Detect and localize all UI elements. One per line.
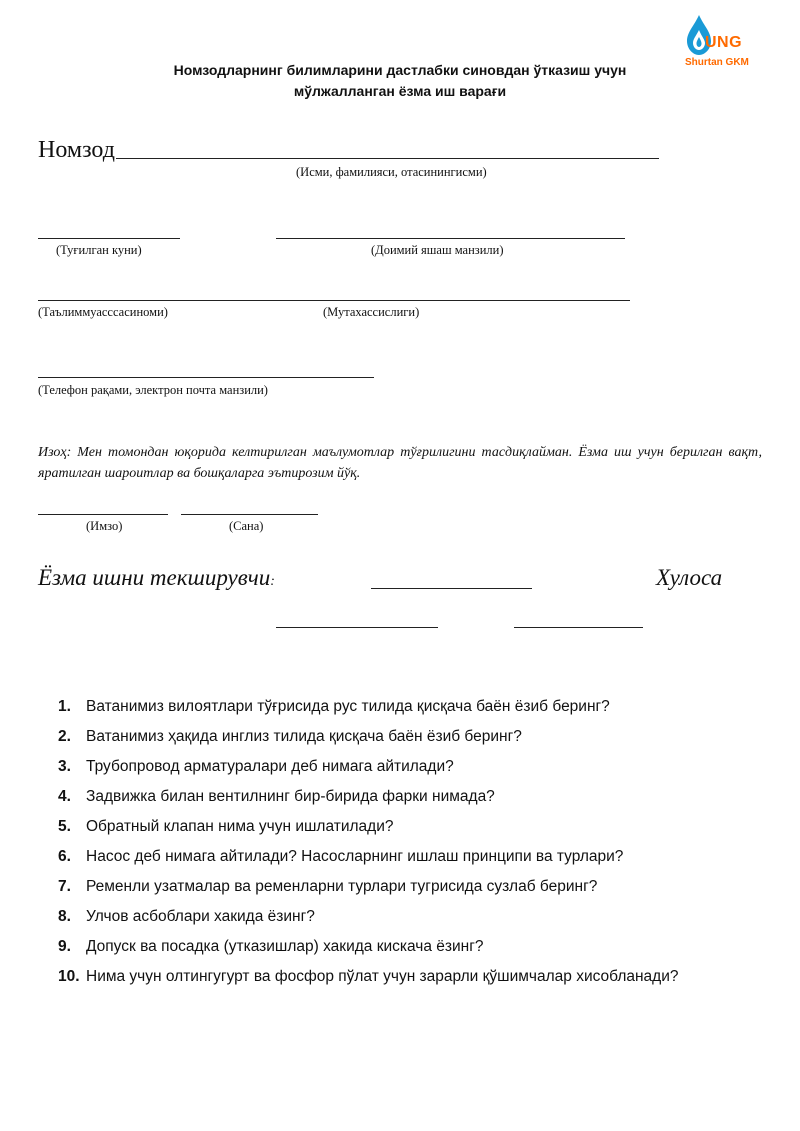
contact-caption: (Телефон рақами, электрон почта манзили) [38,383,268,397]
specialty-caption: (Мутахассислиги) [323,305,420,319]
title-line-1: Номзодларнинг билимларини дастлабки синовдан ўтказиш учун [173,62,627,78]
question-text: Улчов асбоблари хакида ёзинг? [86,908,315,925]
title-line-2: мўлжалланган ёзма иш варағи [293,83,507,99]
reviewer-label-text: Ёзма ишни текширувчи [38,565,271,590]
question-number: 4. [58,788,71,805]
reviewer-label-colon: : [270,574,275,589]
date-line[interactable] [181,514,318,515]
candidate-name-caption: (Исми, фамилияси, отасинингисми) [296,165,487,179]
conclusion-label: Хулоса [656,565,723,590]
reviewer-label [38,565,275,591]
date-caption: (Сана) [229,519,264,533]
question-number: 10. [58,968,80,985]
question-number: 9. [58,938,71,955]
question-item [58,875,758,905]
contact-line[interactable] [38,377,374,378]
question-item [58,695,758,725]
candidate-name-line[interactable] [116,158,659,159]
signature-line[interactable] [38,514,168,515]
question-text: Насос деб нимага айтилади? Насосларнинг ишлаш принципи ва турлари? [86,848,624,865]
birth-date-caption: (Туғилган куни) [56,243,142,257]
question-text: Трубопровод арматуралари деб нимага айтилади? [86,758,454,775]
question-item [58,815,758,845]
question-number: 3. [58,758,71,775]
question-list [58,695,758,995]
reviewer-name-line[interactable] [371,588,532,589]
question-text: Ватанимиз вилоятлари тўғрисида рус тилида қисқача баён ёзиб беринг? [86,698,610,715]
candidate-label: Номзод [38,137,115,163]
question-item [58,905,758,935]
question-number: 6. [58,848,71,865]
document-title [100,60,700,102]
logo-subtitle: Shurtan GKM [685,57,749,68]
consent-note: Изоҳ: Мен томондан юқорида келтирилган маълумотлар тўғрилигини тасдиқлайман. Ёзма иш учун берилган вақт, яратилган шароитлар ва бошқаларга эътирозим йўқ. [38,445,762,481]
education-caption: (Таълиммуасссасиноми) [38,305,168,319]
address-caption: (Доимий яшаш манзили) [371,243,504,257]
birth-date-line[interactable] [38,238,180,239]
question-number: 5. [58,818,71,835]
question-item [58,725,758,755]
question-item [58,785,758,815]
address-line[interactable] [276,238,625,239]
question-text: Обратный клапан нима учун ишлатилади? [86,818,394,835]
question-item [58,845,758,875]
question-item [58,965,758,995]
question-item [58,755,758,785]
question-text: Ватанимиз ҳақида инглиз тилида қисқача баён ёзиб беринг? [86,728,522,745]
reviewer-signature-line[interactable] [276,627,438,628]
conclusion-line[interactable] [514,627,643,628]
question-number: 7. [58,878,71,895]
question-number: 8. [58,908,71,925]
question-number: 1. [58,698,71,715]
education-specialty-line[interactable] [38,300,630,301]
question-item [58,935,758,965]
question-text: Допуск ва посадка (утказишлар) хакида кискача ёзинг? [86,938,484,955]
question-text: Нима учун олтингугурт ва фосфор пўлат учун зарарли қўшимчалар хисобланади? [86,968,679,985]
question-text: Задвижка билан вентилнинг бир-бирида фарки нимада? [86,788,495,805]
question-text: Ременли узатмалар ва ременларни турлари тугрисида сузлаб беринг? [86,878,598,895]
logo-brand: UNG [705,34,743,51]
question-number: 2. [58,728,71,745]
signature-caption: (Имзо) [86,519,123,533]
